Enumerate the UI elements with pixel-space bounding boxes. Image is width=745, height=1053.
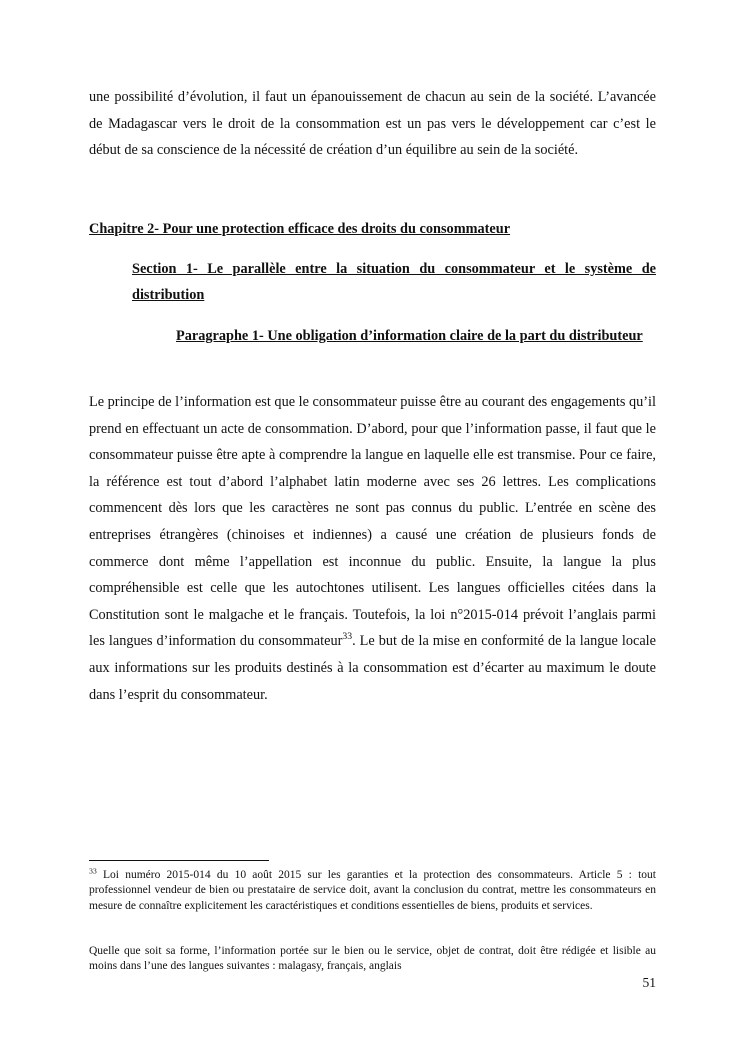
- footnote-continuation: Quelle que soit sa forme, l’information portée sur le bien ou le service, objet de contrat, doit être rédigée et lisible au moins dans l’une des langues suivantes : malagasy, français, anglais: [89, 945, 656, 973]
- footnote-reference[interactable]: 33: [342, 631, 353, 643]
- section-heading: Section 1- Le parallèle entre la situation du consommateur et le système de distribution: [132, 261, 656, 303]
- page-number: 51: [642, 975, 656, 990]
- main-paragraph-text: Le principe de l’information est que le consommateur puisse être au courant des engagements qu’il prend en effectuant un acte de consommation. D’abord, pour que l’information passe, il faut que le consommateur puisse être apte à comprendre la langue en laquelle elle est transmise. Pour ce faire, la référence est tout d’abord l’alphabet latin moderne avec ses 26 lettres. Les complications commencent dès lors que les caractères ne sont pas connus du public. L’entrée en scène des entreprises étrangères (chinoises et indiennes) a causé une création de plusieurs fonds de commerce dont même l’appellation est inconnue du public. Ensuite, la langue la plus compréhensible est celle que les autochtones utilisent. Les langues officielles citées dans la Constitution sont le malgache et le français. Toutefois, la loi n°2015-014 prévoit l’anglais parmi les langues d’information du consommateur: [89, 394, 656, 650]
- paragraph-heading: Paragraphe 1- Une obligation d’information claire de la part du distributeur: [176, 328, 643, 344]
- footnote-33: [89, 868, 656, 914]
- chapter-heading: Chapitre 2- Pour une protection efficace des droits du consommateur: [89, 221, 511, 237]
- footnote-text: Loi numéro 2015-014 du 10 août 2015 sur les garanties et la protection des consommateurs. Article 5 : tout professionnel vendeur de bien ou prestataire de service doit, avant la conclusion du contrat, mettre les consommateurs en mesure de connaître explicitement les caractéristiques et conditions essentielles de biens, produits et services.: [89, 869, 656, 912]
- main-paragraph-text-end: . Le but de la mise en conformité de la langue locale aux informations sur les produits destinés à la consommation est d’écarter au maximum le doute dans l’esprit du consommateur.: [89, 633, 656, 703]
- footnote-number: 33: [89, 866, 97, 876]
- main-paragraph: [89, 389, 656, 708]
- intro-paragraph: une possibilité d’évolution, il faut un épanouissement de chacun au sein de la société. L’avancée de Madagascar vers le droit de la consommation est un pas vers le développement car c’est le début de sa conscience de la nécessité de création d’un équilibre au sein de la société.: [89, 89, 656, 159]
- footnote-separator: [89, 860, 269, 861]
